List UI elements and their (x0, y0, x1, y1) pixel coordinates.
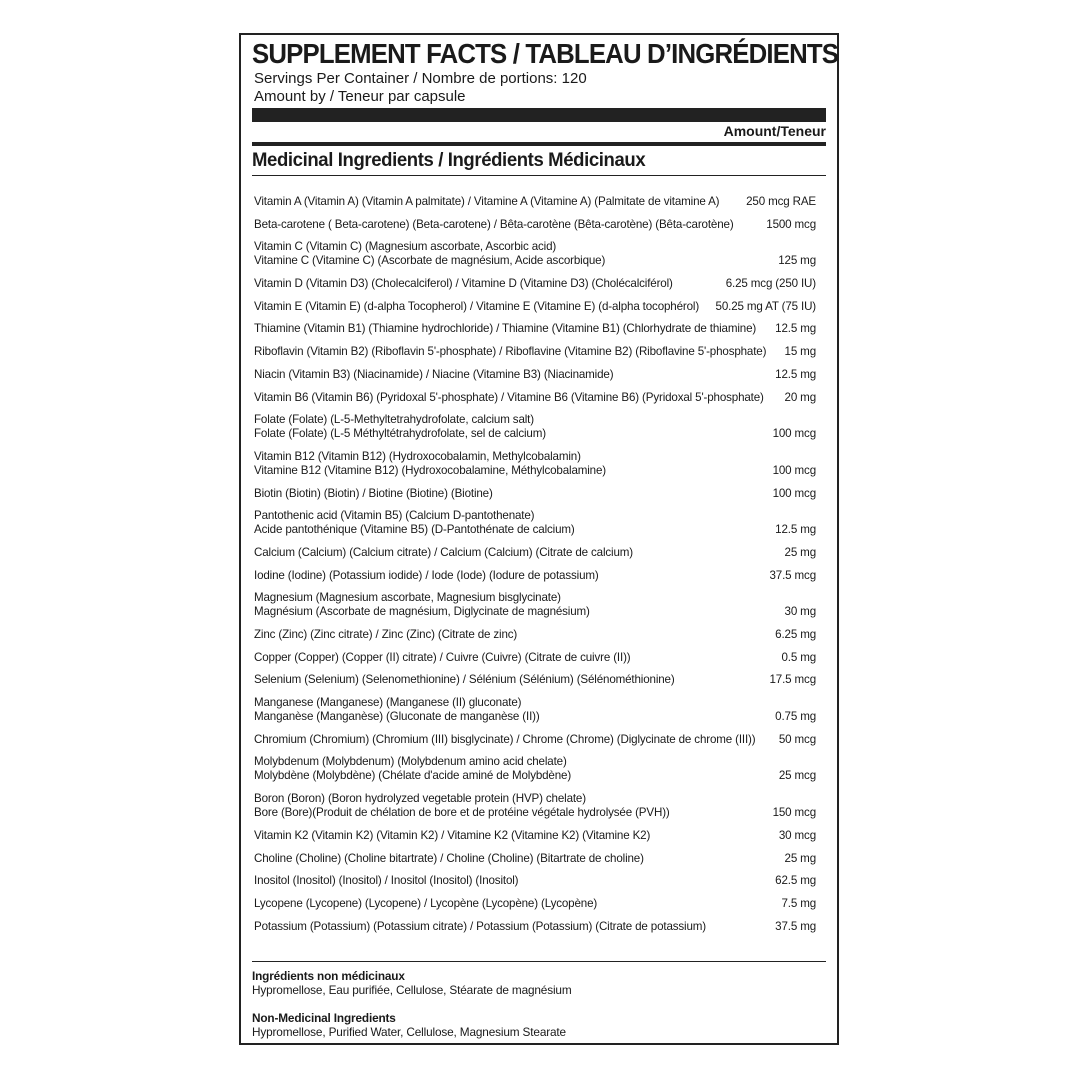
thick-divider (252, 108, 826, 122)
ingredient-name (254, 696, 816, 724)
ingredient-row (254, 874, 816, 888)
non-medicinal-fr-heading: Ingrédients non médicinaux (252, 969, 405, 983)
ingredient-amount: 20 mg (784, 390, 816, 404)
ingredient-name-line: Vitamin A (Vitamin A) (Vitamin A palmitate) / Vitamine A (Vitamine A) (Palmitate de vitamine A) (254, 195, 720, 208)
ingredient-name (254, 240, 816, 268)
ingredient-row (254, 591, 816, 619)
ingredient-name-line: Vitamine B12 (Vitamine B12) (Hydroxocobalamine, Méthylcobalamine) (254, 463, 606, 477)
non-medicinal-fr (252, 969, 572, 997)
ingredient-name-line: Folate (Folate) (L-5-Methyltetrahydrofolate, calcium salt) (254, 413, 534, 427)
ingredient-name (254, 487, 816, 501)
ingredient-name-line: Molybdenum (Molybdenum) (Molybdenum amino acid chelate) (254, 755, 567, 769)
ingredient-name (254, 792, 816, 820)
ingredient-list (254, 195, 816, 942)
ingredient-name (254, 450, 816, 478)
ingredient-row (254, 546, 816, 560)
ingredient-name (254, 345, 816, 359)
ingredient-name (254, 391, 816, 405)
ingredient-name-line: Boron (Boron) (Boron hydrolyzed vegetable protein (HVP) chelate) (254, 792, 586, 806)
ingredient-amount: 17.5 mcg (769, 673, 816, 687)
ingredient-name (254, 733, 816, 747)
ingredient-row (254, 651, 816, 665)
ingredient-row (254, 829, 816, 843)
ingredient-amount: 12.5 mg (775, 322, 816, 336)
ingredient-amount: 1500 mcg (766, 217, 816, 231)
ingredient-name-line: Niacin (Vitamin B3) (Niacinamide) / Niacine (Vitamine B3) (Niacinamide) (254, 367, 614, 381)
ingredient-amount: 100 mcg (772, 463, 816, 477)
ingredient-name-line: Iodine (Iodine) (Potassium iodide) / Iode (Iode) (Iodure de potassium) (254, 568, 599, 582)
medicinal-ingredients-title: Medicinal Ingredients / Ingrédients Médicinaux (252, 149, 646, 171)
ingredient-name-line: Magnesium (Magnesium ascorbate, Magnesium bisglycinate) (254, 591, 561, 605)
ingredient-name (254, 546, 816, 560)
non-medicinal-en-text: Hypromellose, Purified Water, Cellulose, Magnesium Stearate (252, 1025, 566, 1039)
ingredient-name-line: Potassium (Potassium) (Potassium citrate) / Potassium (Potassium) (Citrate de potassium) (254, 919, 706, 933)
ingredient-amount: 37.5 mg (775, 919, 816, 933)
ingredient-row (254, 569, 816, 583)
ingredient-amount: 50.25 mg AT (75 IU) (715, 299, 816, 313)
ingredient-name-line: Vitamine C (Vitamine C) (Ascorbate de magnésium, Acide ascorbique) (254, 254, 606, 268)
ingredient-row (254, 920, 816, 934)
non-medicinal-en-heading: Non-Medicinal Ingredients (252, 1011, 396, 1025)
ingredient-name-line: Manganese (Manganese) (Manganese (II) gluconate) (254, 696, 522, 710)
ingredient-amount: 12.5 mg (775, 367, 816, 381)
ingredient-name (254, 897, 816, 911)
ingredient-name-line: Vitamin K2 (Vitamin K2) (Vitamin K2) / Vitamine K2 (Vitamine K2) (Vitamine K2) (254, 828, 651, 842)
ingredient-name-line: Calcium (Calcium) (Calcium citrate) / Calcium (Calcium) (Citrate de calcium) (254, 545, 633, 559)
ingredient-name (254, 874, 816, 888)
ingredient-amount: 12.5 mg (775, 523, 816, 537)
ingredient-name (254, 218, 816, 232)
ingredient-name-line: Zinc (Zinc) (Zinc citrate) / Zinc (Zinc) (Citrate de zinc) (254, 628, 518, 641)
ingredient-row (254, 792, 816, 820)
ingredient-name-line: Riboflavin (Vitamin B2) (Riboflavin 5'-phosphate) / Riboflavine (Vitamine B2) (Riboflavine 5'-phosphate) (254, 345, 767, 359)
ingredient-row (254, 300, 816, 314)
ingredient-amount: 125 mg (778, 254, 816, 268)
ingredient-amount: 6.25 mg (775, 628, 816, 641)
medium-divider (252, 142, 826, 146)
ingredient-name-line: Folate (Folate) (L-5 Méthyltétrahydrofolate, sel de calcium) (254, 427, 546, 441)
thin-divider (252, 175, 826, 176)
ingredient-name (254, 413, 816, 441)
ingredient-name-line: Thiamine (Vitamin B1) (Thiamine hydrochloride) / Thiamine (Vitamine B1) (Chlorhydrate de thiamine) (254, 322, 757, 336)
ingredient-amount: 25 mg (784, 851, 816, 865)
ingredient-name (254, 509, 816, 537)
ingredient-amount: 0.75 mg (775, 710, 816, 724)
ingredient-name-line: Choline (Choline) (Choline bitartrate) / Choline (Choline) (Bitartrate de choline) (254, 851, 644, 865)
ingredient-row (254, 195, 816, 209)
ingredient-amount: 150 mcg (772, 806, 816, 820)
ingredient-name (254, 755, 816, 783)
ingredient-name (254, 920, 816, 934)
ingredient-row (254, 509, 816, 537)
ingredient-amount: 6.25 mcg (250 IU) (725, 277, 816, 291)
ingredient-name-line: Biotin (Biotin) (Biotin) / Biotine (Biotine) (Biotine) (254, 486, 493, 500)
bottom-divider (252, 961, 826, 962)
servings-text: Servings Per Container / Nombre de portions: 120 (254, 70, 587, 87)
ingredient-row (254, 345, 816, 359)
ingredient-name (254, 852, 816, 866)
ingredient-amount: 30 mcg (778, 828, 816, 842)
ingredient-amount: 25 mg (784, 545, 816, 559)
ingredient-row (254, 218, 816, 232)
ingredient-row (254, 852, 816, 866)
ingredient-name-line: Vitamin C (Vitamin C) (Magnesium ascorbate, Ascorbic acid) (254, 240, 557, 254)
amount-column-header: Amount/Teneur (723, 123, 826, 139)
ingredient-name (254, 673, 816, 687)
ingredient-amount: 62.5 mg (775, 874, 816, 888)
ingredient-name-line: Pantothenic acid (Vitamin B5) (Calcium D-pantothenate) (254, 509, 535, 523)
ingredient-name (254, 195, 816, 209)
ingredient-name-line: Vitamin D (Vitamin D3) (Cholecalciferol) / Vitamine D (Vitamine D3) (Cholécalciférol) (254, 277, 673, 291)
ingredient-row (254, 733, 816, 747)
ingredient-row (254, 755, 816, 783)
ingredient-row (254, 413, 816, 441)
ingredient-amount: 100 mcg (772, 427, 816, 441)
non-medicinal-fr-text: Hypromellose, Eau purifiée, Cellulose, Stéarate de magnésium (252, 983, 572, 997)
ingredient-name (254, 591, 816, 619)
supplement-facts-panel (239, 33, 839, 1045)
ingredient-amount: 30 mg (784, 605, 816, 619)
ingredient-amount: 50 mcg (778, 732, 816, 746)
ingredient-row (254, 897, 816, 911)
ingredient-name (254, 829, 816, 843)
ingredient-name-line: Acide pantothénique (Vitamine B5) (D-Pantothénate de calcium) (254, 523, 575, 537)
ingredient-row (254, 240, 816, 268)
ingredient-amount: 37.5 mcg (769, 568, 816, 582)
ingredient-row (254, 628, 816, 642)
ingredient-row (254, 487, 816, 501)
ingredient-name-line: Beta-carotene ( Beta-carotene) (Beta-carotene) / Bêta-carotène (Bêta-carotène) (Bêta-carotène) (254, 217, 734, 231)
panel-content (252, 35, 839, 1043)
ingredient-name-line: Vitamin E (Vitamin E) (d-alpha Tocopherol) / Vitamine E (Vitamine E) (d-alpha tocophérol) (254, 299, 700, 313)
ingredient-amount: 0.5 mg (781, 650, 816, 664)
ingredient-row (254, 277, 816, 291)
amount-by-text: Amount by / Teneur par capsule (254, 88, 466, 105)
ingredient-name (254, 628, 816, 642)
ingredient-row (254, 322, 816, 336)
ingredient-name (254, 368, 816, 382)
ingredient-name-line: Lycopene (Lycopene) (Lycopene) / Lycopène (Lycopène) (Lycopène) (254, 896, 598, 910)
ingredient-name-line: Manganèse (Manganèse) (Gluconate de manganèse (II)) (254, 710, 540, 724)
ingredient-name (254, 651, 816, 665)
label-title: SUPPLEMENT FACTS / TABLEAU D’INGRÉDIENTS (252, 38, 839, 69)
ingredient-name-line: Chromium (Chromium) (Chromium (III) bisglycinate) / Chrome (Chrome) (Diglycinate de chrome (III)) (254, 732, 756, 746)
ingredient-row (254, 391, 816, 405)
ingredient-name-line: Vitamin B12 (Vitamin B12) (Hydroxocobalamin, Methylcobalamin) (254, 449, 581, 463)
ingredient-row (254, 696, 816, 724)
ingredient-amount: 15 mg (784, 345, 816, 359)
ingredient-row (254, 368, 816, 382)
ingredient-name-line: Molybdène (Molybdène) (Chélate d'acide aminé de Molybdène) (254, 769, 572, 783)
ingredient-name (254, 322, 816, 336)
ingredient-row (254, 450, 816, 478)
ingredient-row (254, 673, 816, 687)
ingredient-amount: 25 mcg (778, 769, 816, 783)
ingredient-name-line: Vitamin B6 (Vitamin B6) (Pyridoxal 5'-phosphate) / Vitamine B6 (Vitamine B6) (Pyridoxal 5'-phosphate) (254, 390, 764, 404)
ingredient-name-line: Magnésium (Ascorbate de magnésium, Diglycinate de magnésium) (254, 605, 590, 619)
ingredient-name (254, 569, 816, 583)
ingredient-amount: 7.5 mg (781, 896, 816, 910)
ingredient-name-line: Inositol (Inositol) (Inositol) / Inositol (Inositol) (Inositol) (254, 874, 519, 888)
non-medicinal-en (252, 1011, 566, 1039)
ingredient-name-line: Selenium (Selenium) (Selenomethionine) / Sélénium (Sélénium) (Sélénométhionine) (254, 673, 675, 687)
ingredient-amount: 100 mcg (772, 486, 816, 500)
ingredient-name-line: Copper (Copper) (Copper (II) citrate) / Cuivre (Cuivre) (Citrate de cuivre (II)) (254, 650, 631, 664)
ingredient-amount: 250 mcg RAE (746, 195, 816, 208)
ingredient-name-line: Bore (Bore)(Produit de chélation de bore et de protéine végétale hydrolysée (PVH)) (254, 806, 670, 820)
